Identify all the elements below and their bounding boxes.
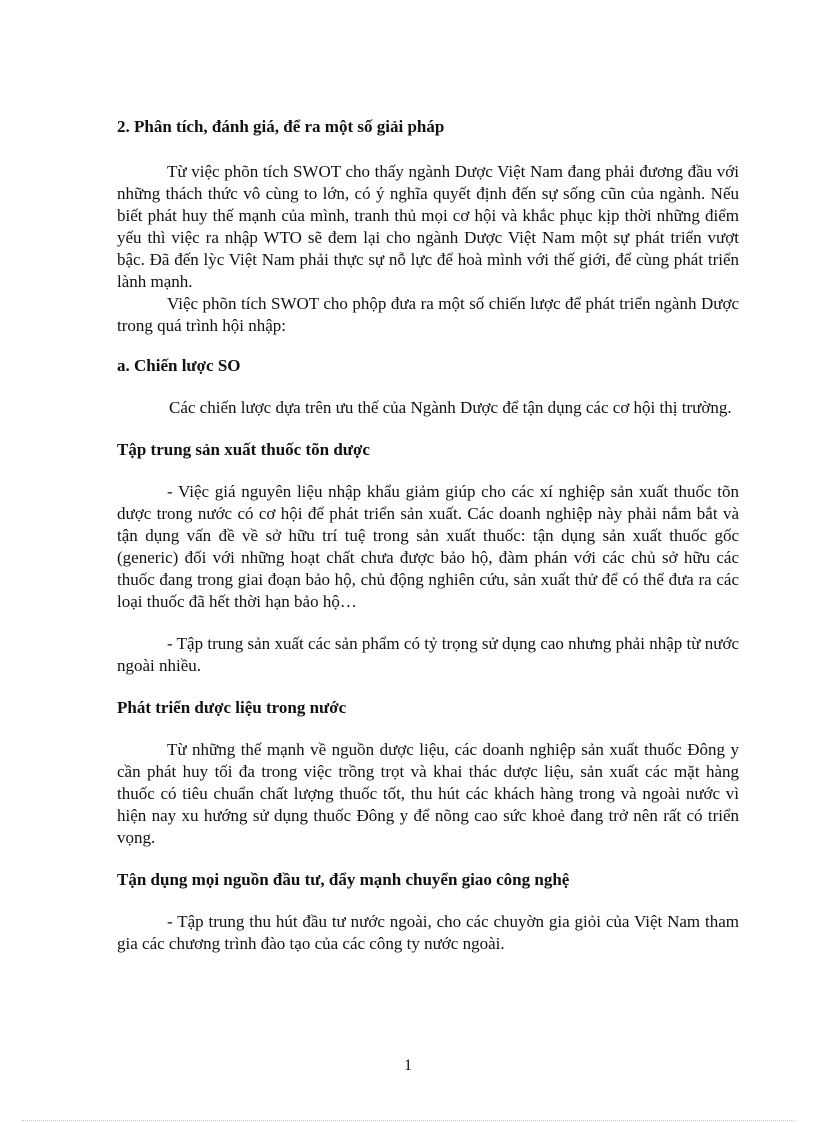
section-heading: 2. Phân tích, đánh giá, để ra một số giải pháp bbox=[117, 117, 445, 136]
page-bottom-divider bbox=[22, 1120, 794, 1121]
page-content bbox=[117, 116, 739, 955]
body-paragraph: Từ những thế mạnh về nguồn dược liệu, các doanh nghiệp sản xuất thuốc Đông y cần phát huy tối đa trong việc trồng trọt và khai thác dược liệu, sản xuất các mặt hàng thuốc có tiêu chuẩn chất lượng thuốc tốt, thu hút các khách hàng trong và ngoài nước vì hiện nay xu hướng sử dụng thuốc Đông y để nõng cao sức khoẻ đang trở nên rất có triển vọng. bbox=[117, 740, 739, 847]
strategy-heading: a. Chiến lược SO bbox=[117, 356, 241, 375]
bullet-paragraph: - Tập trung sản xuất các sản phẩm có tỷ trọng sử dụng cao nhưng phải nhập từ nước ngoài nhiều. bbox=[117, 634, 739, 675]
subsection-heading: Phát triển dược liệu trong nước bbox=[117, 698, 347, 717]
strategy-paragraph: Các chiến lược dựa trên ưu thế của Ngành Dược để tận dụng các cơ hội thị trường. bbox=[169, 398, 732, 417]
subsection-heading: Tập trung sản xuất thuốc tõn dược bbox=[117, 440, 370, 459]
page-number: 1 bbox=[404, 1057, 412, 1074]
intro-paragraph: Việc phõn tích SWOT cho phộp đưa ra một số chiến lược để phát triển ngành Dược trong quá trình hội nhập: bbox=[117, 294, 739, 335]
subsection-heading: Tận dụng mọi nguồn đầu tư, đẩy mạnh chuyển giao công nghệ bbox=[117, 870, 570, 889]
bullet-paragraph: - Tập trung thu hút đầu tư nước ngoài, cho các chuyờn gia giỏi của Việt Nam tham gia các chương trình đào tạo của các công ty nước ngoài. bbox=[117, 912, 739, 953]
bullet-paragraph: - Việc giá nguyên liệu nhập khẩu giảm giúp cho các xí nghiệp sản xuất thuốc tõn dược trong nước có cơ hội để phát triển sản xuất. Các doanh nghiệp này phải nắm bắt và tận dụng vấn đề về sở hữu trí tuệ trong sản xuất thuốc: tận dụng sản xuất thuốc gốc (generic) đối với những hoạt chất chưa được bảo hộ, đàm phán với các chủ sở hữu các thuốc đang trong giai đoạn bảo hộ, chủ động nghiên cứu, sản xuất thử để có thể đưa ra các loại thuốc đã hết thời hạn bảo hộ… bbox=[117, 482, 739, 611]
intro-paragraph: Từ việc phõn tích SWOT cho thấy ngành Dược Việt Nam đang phải đương đầu với những thách thức vô cùng to lớn, có ý nghĩa quyết định đến sự sống cũn của ngành. Nếu biết phát huy thế mạnh của mình, tranh thủ mọi cơ hội và khắc phục kịp thời những điểm yếu thì việc ra nhập WTO sẽ đem lại cho ngành Dược Việt Nam một sự phát triển vượt bậc. Đã đến lỳc Việt Nam phải thực sự nỗ lực để hoà mình với thế giới, để cùng phát triển lành mạnh. bbox=[117, 162, 739, 291]
